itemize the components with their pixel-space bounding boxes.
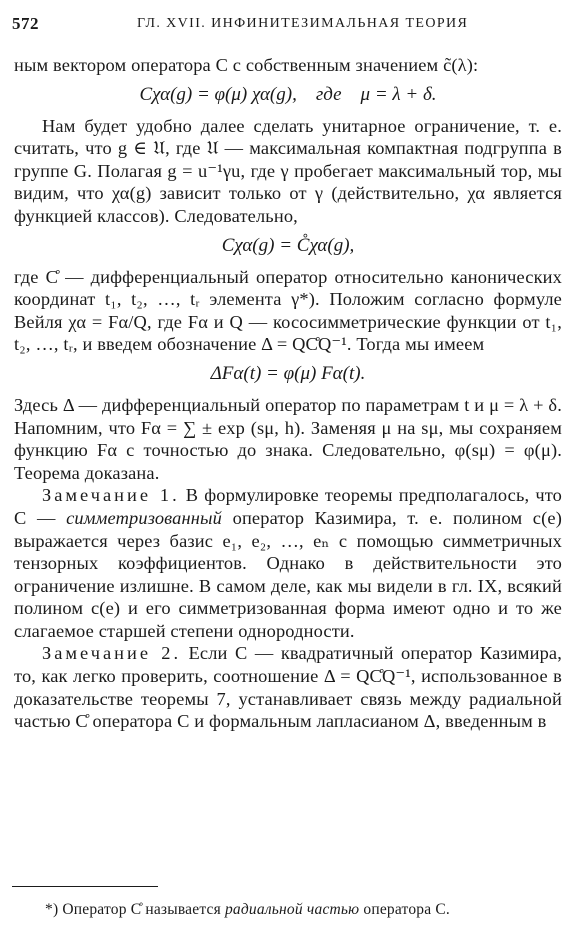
paragraph-unitary-restriction: Нам будет удобно далее сделать унитарное ограничение, т. е. считать, что g ∈ 𝔘, где 𝔘 — максимальная компактная подгруппа в группе G. Полагая g = u⁻¹γu, где γ пробегает максимальный тор, мы видим, что χα(g) зависит только от γ (действительно, χα является функцией классов). Следовательно, <box>14 115 562 226</box>
footnote <box>45 900 450 920</box>
remark-1-text-b: оператор Казимира, т. е. полином c(e) выражается через базис e₁, e₂, …, eₙ с помощью симметричных тензорных коэффициентов. Однако в действительности это ограничение излишне. В самом деле, как мы видели в гл. IX, всякий полином c(e) и его симметризованная форма имеют одно и то же слагаемое старшей степени однородности. <box>14 507 562 641</box>
formula-laplacian: ΔFα(t) = φ(μ) Fα(t). <box>210 362 366 384</box>
paragraph-weyl-formula: где C̊ — дифференциальный оператор относительно канонических координат t₁, t₂, …, tᵣ элемента γ*). Положим согласно формуле Вейля χα = Fα/Q, где Fα и Q — кососимметрические функции от t₁, t₂, …, tᵣ, и введем обозначение Δ = QC̊Q⁻¹. Тогда мы имеем <box>14 266 562 355</box>
chapter-title: ГЛ. XVII. ИНФИНИТЕЗИМАЛЬНАЯ ТЕОРИЯ <box>137 16 469 31</box>
paragraph-remark-2 <box>14 642 562 732</box>
remark-2-label: Замечание 2. <box>42 643 182 664</box>
remark-1-label: Замечание 1. <box>42 485 180 506</box>
footnote-emphasis: радиальной частью <box>224 901 360 918</box>
footnote-mark: *) <box>45 901 59 918</box>
remark-2-text: Если C — квадратичный оператор Казимира, то, как легко проверить, соотношение Δ = QC̊Q⁻¹, использованное в доказательстве теоремы 7, устанавливает связь между радиальной частью C̊ оператора C и формальным лапласианом Δ, введенным в <box>14 643 562 732</box>
paragraph-proof-end: Здесь Δ — дифференциальный оператор по параметрам t и μ = λ + δ. Напомним, что Fα = ∑ ± exp (sμ, h). Заменяя μ на sμ, мы сохраняем функцию Fα с точностью до знака. Следовательно, φ(sμ) = φ(μ). Теорема доказана. <box>14 394 562 483</box>
page-number: 572 <box>12 14 39 33</box>
footnote-rule <box>12 886 158 887</box>
remark-1-emphasis: симметризованный <box>66 507 223 528</box>
running-head <box>12 12 562 36</box>
paragraph-continuation: ным вектором оператора C с собственным значением c̃(λ): <box>14 55 479 75</box>
paragraph-remark-1 <box>14 484 562 642</box>
remark-1-text-a: В формулировке теоремы предполагалось, что C — <box>14 485 563 528</box>
footnote-text-a: Оператор C̊ называется <box>62 901 221 918</box>
formula-radial-part: Cχα(g) = C̊χα(g), <box>221 234 355 256</box>
footnote-text-b: оператора C. <box>363 901 450 918</box>
body-text <box>14 54 562 733</box>
formula-eigenvalue: Cχα(g) = φ(μ) χα(g), где μ = λ + δ. <box>139 83 437 105</box>
